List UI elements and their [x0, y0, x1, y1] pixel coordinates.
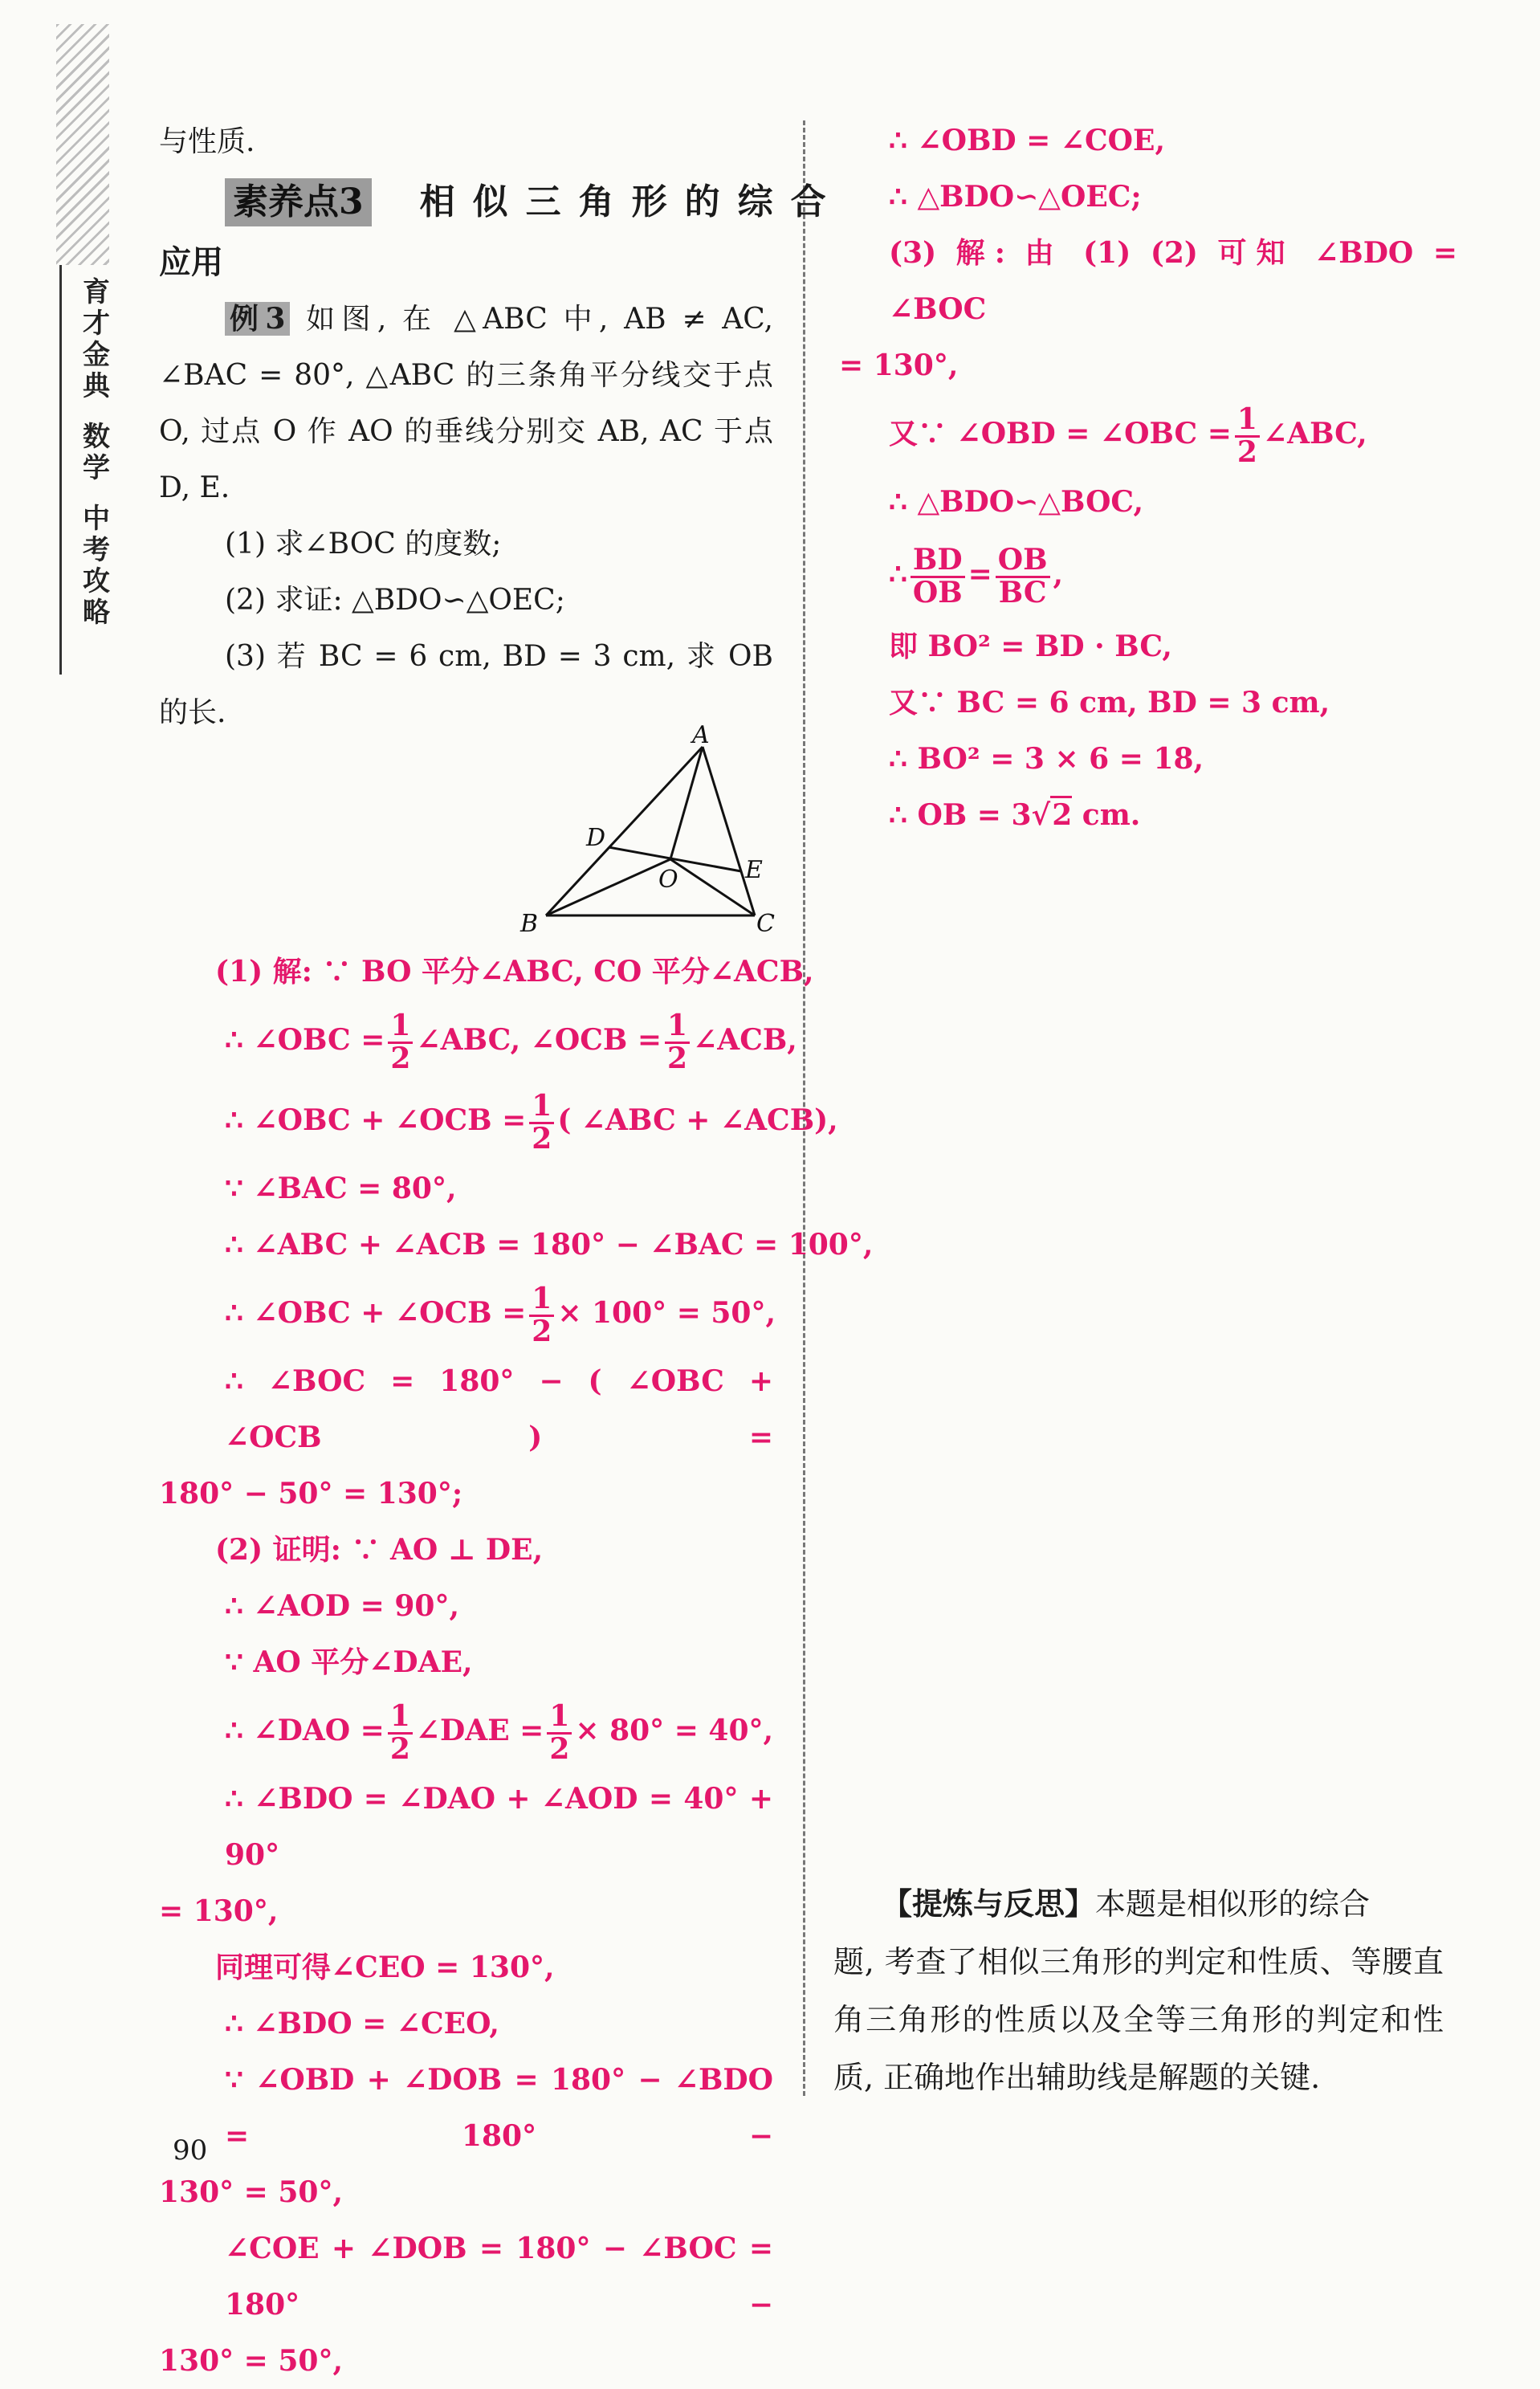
question-2: (2) 求证: △BDO∽△OEC;: [225, 584, 565, 617]
solution-left: [159, 944, 874, 2389]
label-d: D: [586, 824, 606, 852]
segment-bo: [546, 859, 670, 915]
sidebar-char: 略: [83, 597, 110, 629]
sidebar-char: 才: [83, 308, 110, 340]
fraction-half: $\frac{1}{2}$: [388, 1702, 413, 1765]
sidebar-char: 考: [83, 534, 110, 566]
example-text: 如图, 在 △ABC 中, AB ≠ AC,: [306, 303, 773, 336]
sol-line: ∴ ∠ABC + ∠ACB = 180° − ∠BAC = 100°,: [225, 1228, 874, 1262]
sol-line: 又∵ ∠OBD = ∠OBC = $\frac{1}{2}$ ∠ABC,: [889, 402, 1367, 469]
sol-line: 又∵ BC = 6 cm, BD = 3 cm,: [889, 686, 1330, 720]
sol-line: = 130°,: [839, 349, 959, 382]
example-badge: 例3: [225, 302, 290, 336]
sol-line: ∠COE + ∠DOB = 180° − ∠BOC = 180° −: [225, 2232, 773, 2322]
figure-lines: [546, 747, 755, 915]
reflection-line-4: 质, 正确地作出辅助线是解题的关键.: [833, 2060, 1321, 2095]
reflection-title: 【提炼与反思】: [882, 1886, 1096, 1922]
sol-line: ∴ ∠DAO = $\frac{1}{2}$ ∠DAE = $\frac{1}{2}$ × 80° = 40°,: [225, 1698, 774, 1766]
fraction-half: $\frac{1}{2}$: [388, 1011, 413, 1074]
sidebar-book-title: [80, 277, 112, 629]
reflection-text: 本题是相似形的综合: [1095, 1886, 1371, 1922]
fraction-bd-ob: $\frac{BD}{OB}$: [911, 545, 965, 609]
question-3-cont: 的长.: [159, 696, 226, 729]
label-c: C: [756, 910, 775, 938]
section-title: 相似三角形的综合: [419, 181, 844, 222]
left-column-top: [159, 114, 844, 741]
label-o: O: [658, 866, 678, 894]
fraction-half: $\frac{1}{2}$: [665, 1011, 690, 1074]
example-line-1: [159, 291, 773, 348]
fraction-half: $\frac{1}{2}$: [529, 1284, 554, 1347]
fraction-half: $\frac{1}{2}$: [529, 1091, 554, 1155]
example-line-3: O, 过点 O 作 AO 的垂线分别交 AB, AC 于点: [159, 415, 773, 448]
fraction-ob-bc: $\frac{OB}{BC}$: [996, 545, 1050, 609]
sol-line: ∴ ∠OBC + ∠OCB = $\frac{1}{2}$ × 100° = 50°,: [225, 1281, 776, 1348]
sol-line: (3) 解: 由 (1) (2) 可知 ∠BDO = ∠BOC: [889, 236, 1457, 326]
label-a: A: [692, 721, 710, 749]
sol-line: (1) 解: ∵ BO 平分∠ABC, CO 平分∠ACB,: [215, 955, 814, 989]
sidebar-rule: [59, 265, 62, 675]
page-number: 90: [173, 2134, 208, 2167]
sol-line: ∴ ∠OBC = $\frac{1}{2}$ ∠ABC, ∠OCB = $\frac{1}{2}$ ∠ACB,: [225, 1008, 797, 1075]
sol-line: ∴ ∠AOD = 90°,: [225, 1589, 459, 1623]
sol-line: (2) 证明: ∵ AO ⊥ DE,: [215, 1533, 544, 1567]
sol-line: ∴ ∠OBC + ∠OCB = $\frac{1}{2}$ ( ∠ABC + ∠ACB),: [225, 1088, 838, 1156]
sidebar-char: 数: [83, 421, 110, 453]
sol-line: ∵ AO 平分∠DAE,: [225, 1645, 473, 1679]
sol-line: ∴ ∠BDO = ∠DAO + ∠AOD = 40° + 90°: [225, 1782, 773, 1872]
sidebar-char: 学: [83, 452, 110, 484]
sqrt-radicand: 2: [1050, 796, 1072, 832]
sidebar-char: 金: [83, 339, 110, 371]
reflection-line-3: 角三角形的性质以及全等三角形的判定和性: [833, 2002, 1444, 2037]
sol-line: 同理可得∠CEO = 130°,: [215, 1951, 555, 1984]
sol-line-proportion: ∴ $\frac{BD}{OB}$ = $\frac{OB}{BC}$ ,: [889, 542, 1064, 609]
example-line-4: D, E.: [159, 471, 230, 504]
section-heading: [159, 170, 844, 234]
question-3: (3) 若 BC = 6 cm, BD = 3 cm, 求 OB: [225, 640, 773, 673]
fraction-half: $\frac{1}{2}$: [547, 1702, 572, 1765]
sol-line: 130° = 50°,: [159, 2344, 344, 2378]
sol-line: ∵ ∠OBD + ∠DOB = 180° − ∠BDO = 180° −: [225, 2063, 773, 2153]
fraction-half: $\frac{1}{2}$: [1235, 405, 1260, 468]
sol-line: ∴ OB = 3√2 cm.: [839, 787, 1457, 843]
sol-line: ∴ ∠BDO = ∠CEO,: [225, 2007, 499, 2040]
segment-ac: [703, 747, 755, 915]
reflection-section: [833, 1875, 1444, 2106]
reflection-line-1: [833, 1875, 1444, 1933]
segment-co: [670, 859, 755, 915]
sol-line: = 130°,: [159, 1894, 279, 1928]
reflection-line-2: 题, 考查了相似三角形的判定和性质、等腰直: [833, 1944, 1444, 1979]
sol-line: ∵ ∠BAC = 80°,: [225, 1172, 457, 1205]
label-e: E: [745, 856, 763, 884]
sol-line: ∴ ∠BOC = 180° − ( ∠OBC + ∠OCB ) =: [225, 1364, 773, 1454]
sol-line: ∴ ∠OBD = ∠COE,: [889, 124, 1165, 157]
label-b: B: [520, 910, 539, 938]
sol-line: ∴ △BDO∽△BOC,: [889, 485, 1143, 519]
section-badge: 素养点3: [225, 178, 372, 226]
sidebar-char: 典: [83, 370, 110, 402]
example-line-2: ∠BAC = 80°, △ABC 的三条角平分线交于点: [159, 359, 773, 392]
sidebar-char: 育: [83, 276, 110, 308]
sol-line: 130° = 50°,: [159, 2175, 344, 2209]
sol-line: 即 BO² = BD · BC,: [889, 630, 1172, 663]
sidebar-char: 中: [83, 503, 110, 535]
sidebar-char: 攻: [83, 565, 110, 597]
section-title-cont: 应用: [159, 243, 223, 281]
intro-text: 与性质.: [159, 125, 255, 158]
sol-line: ∴ BO² = 3 × 6 = 18,: [889, 742, 1204, 776]
sol-line: 180° − 50° = 130°;: [159, 1477, 463, 1510]
sol-line: ∴ △BDO∽△OEC;: [889, 180, 1142, 214]
decorative-hatch: [56, 24, 109, 265]
solution-right: [839, 112, 1457, 843]
question-1: (1) 求∠BOC 的度数;: [225, 528, 502, 561]
triangle-figure: [514, 719, 787, 952]
